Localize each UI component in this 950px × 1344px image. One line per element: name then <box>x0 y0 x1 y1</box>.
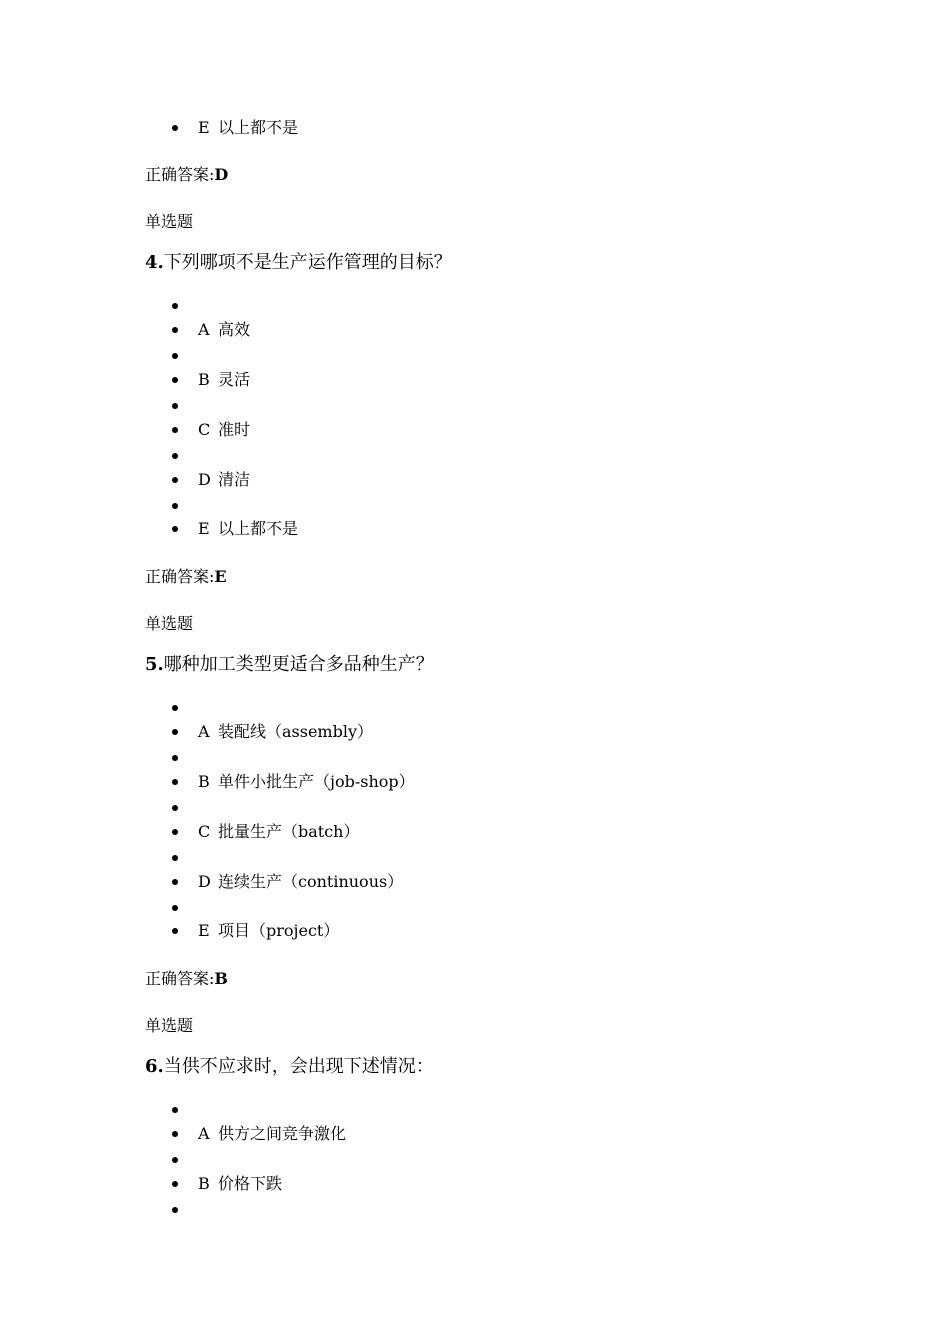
correct-answer <box>145 165 228 185</box>
bullet-icon <box>172 125 178 131</box>
bullet-icon <box>172 1131 178 1137</box>
bullet-icon <box>172 1207 178 1213</box>
bullet-icon <box>172 1107 178 1113</box>
bullet-icon <box>172 453 178 459</box>
option-letter: A <box>198 1124 210 1143</box>
list-item-empty <box>172 798 178 818</box>
option-text: 价格下跌 <box>218 1174 283 1193</box>
bullet-icon <box>172 879 178 885</box>
question-text: 哪种加工类型更适合多品种生产？ <box>163 654 434 675</box>
option-text: 以上都不是 <box>218 519 299 538</box>
option-text: 项目（project） <box>218 921 340 940</box>
bullet-icon <box>172 905 178 911</box>
bullet-icon <box>172 1181 178 1187</box>
bullet-icon <box>172 377 178 383</box>
question-title <box>145 654 434 676</box>
list-item-empty <box>172 1200 178 1220</box>
bullet-icon <box>172 755 178 761</box>
answer-label: 正确答案: <box>145 969 215 988</box>
question-text: 下列哪项不是生产运作管理的目标？ <box>163 252 452 273</box>
option-row <box>172 722 373 742</box>
bullet-icon <box>172 353 178 359</box>
option-text: 连续生产（continuous） <box>218 872 404 891</box>
answer-label: 正确答案: <box>145 567 215 586</box>
option-letter: E <box>198 519 210 538</box>
option-row <box>172 470 250 490</box>
question-type: 单选题 <box>145 614 194 633</box>
option-text: 准时 <box>218 420 251 439</box>
option-text: 装配线（assembly） <box>218 722 374 741</box>
option-text: 单件小批生产（job-shop） <box>218 772 415 791</box>
list-item-empty <box>172 1150 178 1170</box>
list-item-empty <box>172 496 178 516</box>
list-item-empty <box>172 396 178 416</box>
option-row <box>172 921 339 941</box>
bullet-icon <box>172 403 178 409</box>
bullet-icon <box>172 829 178 835</box>
bullet-icon <box>172 928 178 934</box>
list-item-empty <box>172 1100 178 1120</box>
option-row <box>172 772 415 792</box>
option-letter: B <box>198 370 210 389</box>
option-row <box>172 320 250 340</box>
answer-value: D <box>214 165 229 184</box>
option-text: 清洁 <box>218 470 251 489</box>
correct-answer <box>145 567 227 587</box>
option-text: 批量生产（batch） <box>218 822 360 841</box>
list-item-empty <box>172 748 178 768</box>
option-text: 灵活 <box>218 370 251 389</box>
list-item-empty <box>172 848 178 868</box>
question-text: 当供不应求时，会出现下述情况： <box>163 1056 434 1077</box>
list-item-empty <box>172 698 178 718</box>
question-number: 5. <box>145 654 164 675</box>
option-letter: B <box>198 1174 210 1193</box>
bullet-icon <box>172 503 178 509</box>
option-letter: D <box>198 470 211 489</box>
correct-answer <box>145 969 228 989</box>
option-row <box>172 1174 282 1194</box>
option-letter: D <box>198 872 211 891</box>
bullet-icon <box>172 1157 178 1163</box>
bullet-icon <box>172 427 178 433</box>
question-type: 单选题 <box>145 212 194 231</box>
list-item-empty <box>172 346 178 366</box>
option-text: 供方之间竞争激化 <box>218 1124 347 1143</box>
bullet-icon <box>172 477 178 483</box>
option-row <box>172 872 403 892</box>
bullet-icon <box>172 705 178 711</box>
option-text: 高效 <box>218 320 251 339</box>
option-row <box>172 822 359 842</box>
list-item-empty <box>172 296 178 316</box>
option-letter: A <box>198 320 210 339</box>
option-row <box>172 1124 346 1144</box>
option-letter: B <box>198 772 210 791</box>
option-row <box>172 519 298 539</box>
bullet-icon <box>172 729 178 735</box>
option-text: 以上都不是 <box>218 118 299 137</box>
list-item <box>172 118 298 138</box>
bullet-icon <box>172 779 178 785</box>
list-item-empty <box>172 446 178 466</box>
option-letter: C <box>198 822 211 841</box>
answer-value: E <box>214 567 227 586</box>
option-letter: E <box>198 118 210 137</box>
option-row <box>172 370 250 390</box>
bullet-icon <box>172 303 178 309</box>
option-letter: C <box>198 420 211 439</box>
bullet-icon <box>172 526 178 532</box>
answer-value: B <box>214 969 228 988</box>
list-item-empty <box>172 898 178 918</box>
answer-label: 正确答案: <box>145 165 215 184</box>
bullet-icon <box>172 855 178 861</box>
option-row <box>172 420 250 440</box>
question-number: 4. <box>145 252 164 273</box>
question-type: 单选题 <box>145 1016 194 1035</box>
option-letter: E <box>198 921 210 940</box>
bullet-icon <box>172 327 178 333</box>
question-title <box>145 1056 434 1078</box>
question-number: 6. <box>145 1056 164 1077</box>
option-letter: A <box>198 722 210 741</box>
question-title <box>145 252 452 274</box>
bullet-icon <box>172 805 178 811</box>
